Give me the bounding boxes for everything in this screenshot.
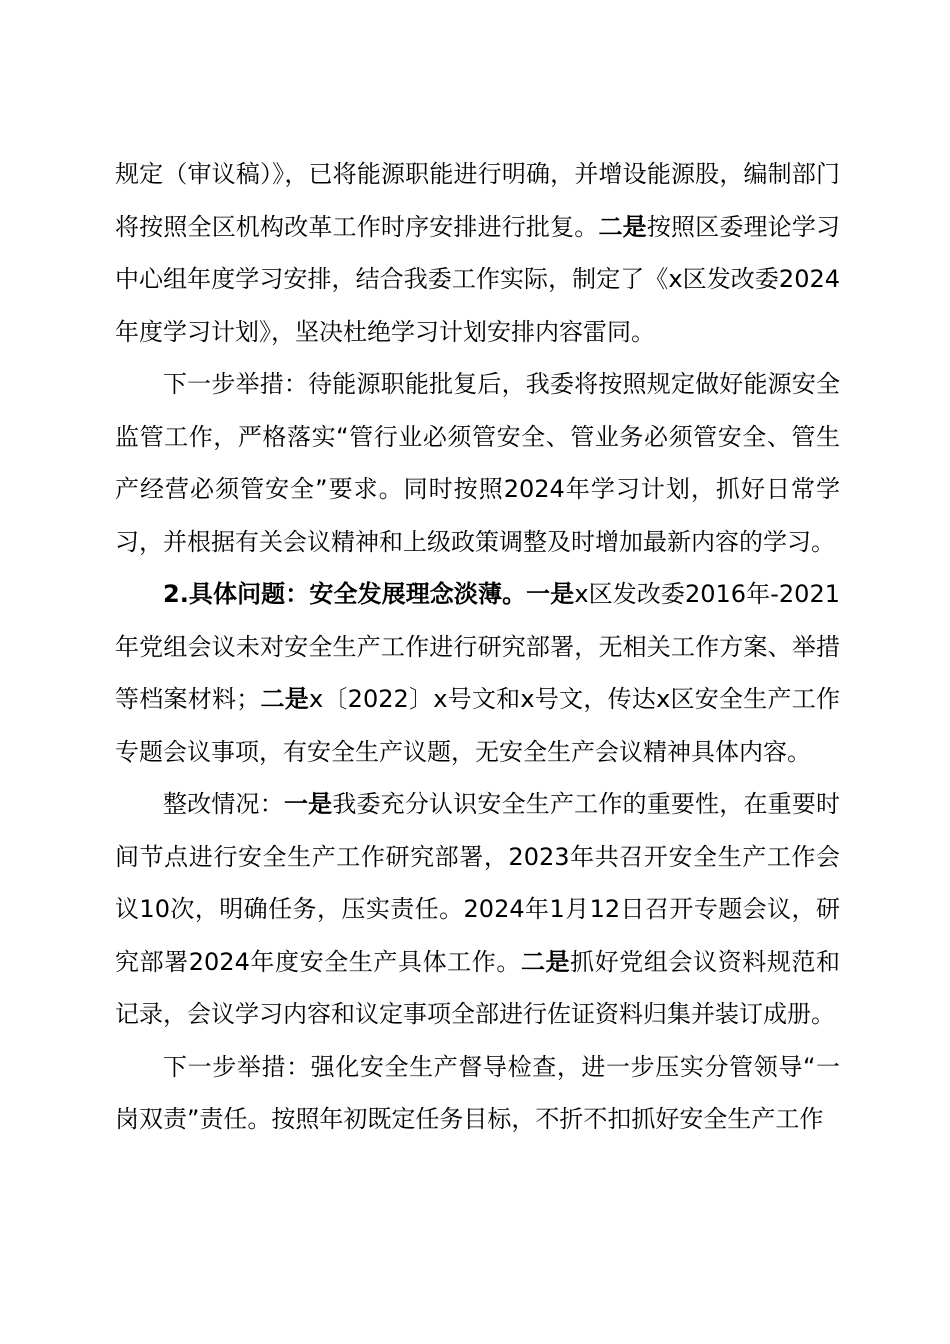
paragraph-4 [115,778,840,1041]
bold-run: 二是 [520,947,571,976]
bold-run: 二是 [598,212,647,241]
paragraph-2 [115,358,840,568]
text-run: x区发改委2016年-2021年党组会议未对安全生产工作进行研究部署，无相关工作方案、举措等档案材料； [115,580,840,713]
text-run: 抓好党组会议资料规范和记录，会议学习内容和议定事项全部进行佐证资料归集并装订成册。 [115,947,841,1028]
text-run: 下一步举措：强化安全生产督导检查，进一步压实分管领导“一岗双责”责任。按照年初既定任务目标，不折不扣抓好安全生产工作 [115,1052,840,1133]
paragraph-5 [115,1041,840,1146]
bold-run: 2.具体问题：安全发展理念淡薄。一是 [163,580,575,608]
bold-run: 一是 [283,790,333,818]
text-run: 按照区委理论学习中心组年度学习安排，结合我委工作实际，制定了《x区发改委2024年度学习计划》，坚决杜绝学习计划安排内容雷同。 [115,212,841,346]
document-body [115,148,840,1146]
paragraph-1 [115,148,840,358]
text-run: x〔2022〕x号文和x号文，传达x区安全生产工作专题会议事项，有安全生产议题，无安全生产会议精神具体内容。 [115,685,841,766]
text-run: 整改情况： [163,790,284,818]
text-run: 下一步举措：待能源职能批复后，我委将按照规定做好能源安全监管工作，严格落实“管行业必须管安全、管业务必须管安全、管生产经营必须管安全”要求。同时按照2024年学习计划，抓好日常学习，并根据有关会议精神和上级政策调整及时增加最新内容的学习。 [115,370,840,556]
text-run: 我委充分认识安全生产工作的重要性，在重要时间节点进行安全生产工作研究部署，2023年共召开安全生产工作会议10次，明确任务，压实责任。2024年1月12日召开专题会议，研究部署2024年度安全生产具体工作。 [115,790,841,976]
text-run: 规定（审议稿）》，已将能源职能进行明确，并增设能源股，编制部门将按照全区机构改革工作时序安排进行批复。 [115,160,840,241]
bold-run: 二是 [260,685,309,713]
paragraph-3 [115,568,840,778]
